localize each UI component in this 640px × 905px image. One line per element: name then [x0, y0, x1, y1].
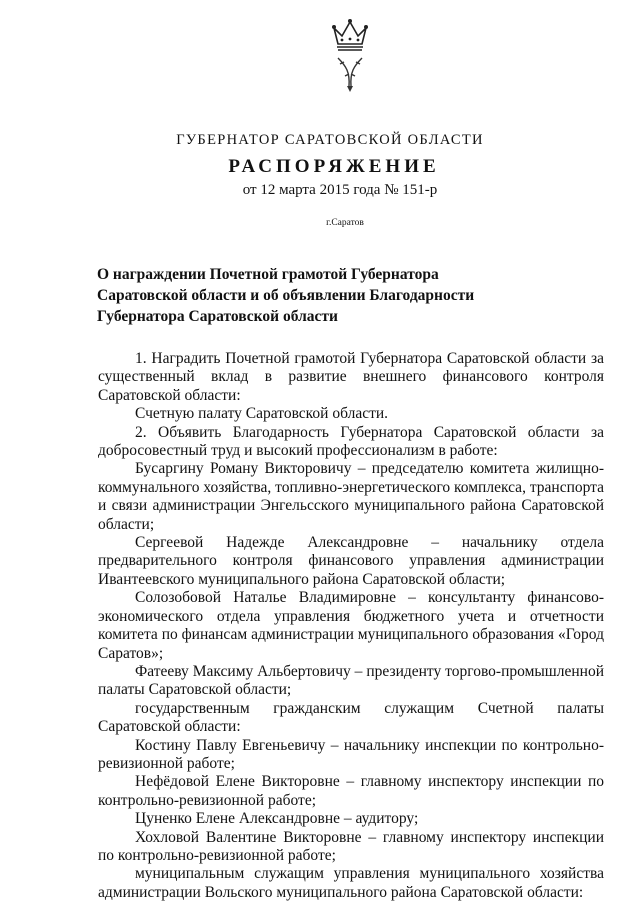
- paragraph: государственным гражданским служащим Счетной палаты Саратовской области:: [98, 699, 604, 736]
- title-line: О награждении Почетной грамотой Губернатора: [97, 266, 439, 283]
- paragraph-award-item: 1. Наградить Почетной грамотой Губернатора Саратовской области за существенный вклад в развитие внешнего финансового контроля Саратовской области:: [98, 350, 604, 404]
- title-line: Губернатора Саратовской области: [97, 308, 338, 325]
- title-line: Саратовской области и об объявлении Благодарности: [97, 287, 475, 304]
- issuing-authority: ГУБЕРНАТОР САРАТОВСКОЙ ОБЛАСТИ: [176, 132, 484, 148]
- paragraph: Цуненко Елене Александровне – аудитору;: [135, 810, 419, 828]
- paragraph: муниципальным служащим управления муниципального хозяйства администрации Вольского муниципального района Саратовской области:: [98, 865, 604, 901]
- document-title: [97, 264, 517, 327]
- paragraph-gratitude-item: 2. Объявить Благодарность Губернатора Саратовской области за добросовестный труд и высокий профессионализм в работе:: [98, 423, 604, 460]
- crown-emblem-icon: [320, 14, 380, 94]
- document-city: г.Саратов: [326, 218, 364, 228]
- paragraph: Сергеевой Надежде Александровне – начальнику отдела предварительного контроля финансового управления администрации Ивантеевского муниципального района Саратовской области;: [98, 534, 604, 588]
- document-type: РАСПОРЯЖЕНИЕ: [228, 156, 440, 177]
- paragraph: Нефёдовой Елене Викторовне – главному инспектору инспекции по контрольно-ревизионной работе;: [98, 773, 604, 809]
- paragraph: Хохловой Валентине Викторовне – главному инспектору инспекции по контрольно-ревизионной работе;: [98, 828, 604, 864]
- paragraph: Фатееву Максиму Альбертовичу – президенту торгово-промышленной палаты Саратовской области;: [98, 662, 604, 699]
- paragraph: Счетную палату Саратовской области.: [135, 405, 389, 423]
- paragraph: Костину Павлу Евгеньевичу – начальнику инспекции по контрольно-ревизионной работе;: [98, 736, 604, 772]
- paragraph: Солозобовой Наталье Владимировне – консультанту финансово-экономического отдела управления бюджетного учета и отчетности комитета по финансам администрации муниципального образования «Город Саратов»;: [98, 589, 604, 662]
- document-date-number: от 12 марта 2015 года № 151-р: [242, 182, 438, 198]
- document-body: [98, 350, 604, 902]
- paragraph: Бусаргину Роману Викторовичу – председателю комитета жилищно-коммунального хозяйства, топливно-энергетического комплекса, транспорта и связи администрации Энгельсского муниципального района Саратовской области;: [98, 460, 605, 533]
